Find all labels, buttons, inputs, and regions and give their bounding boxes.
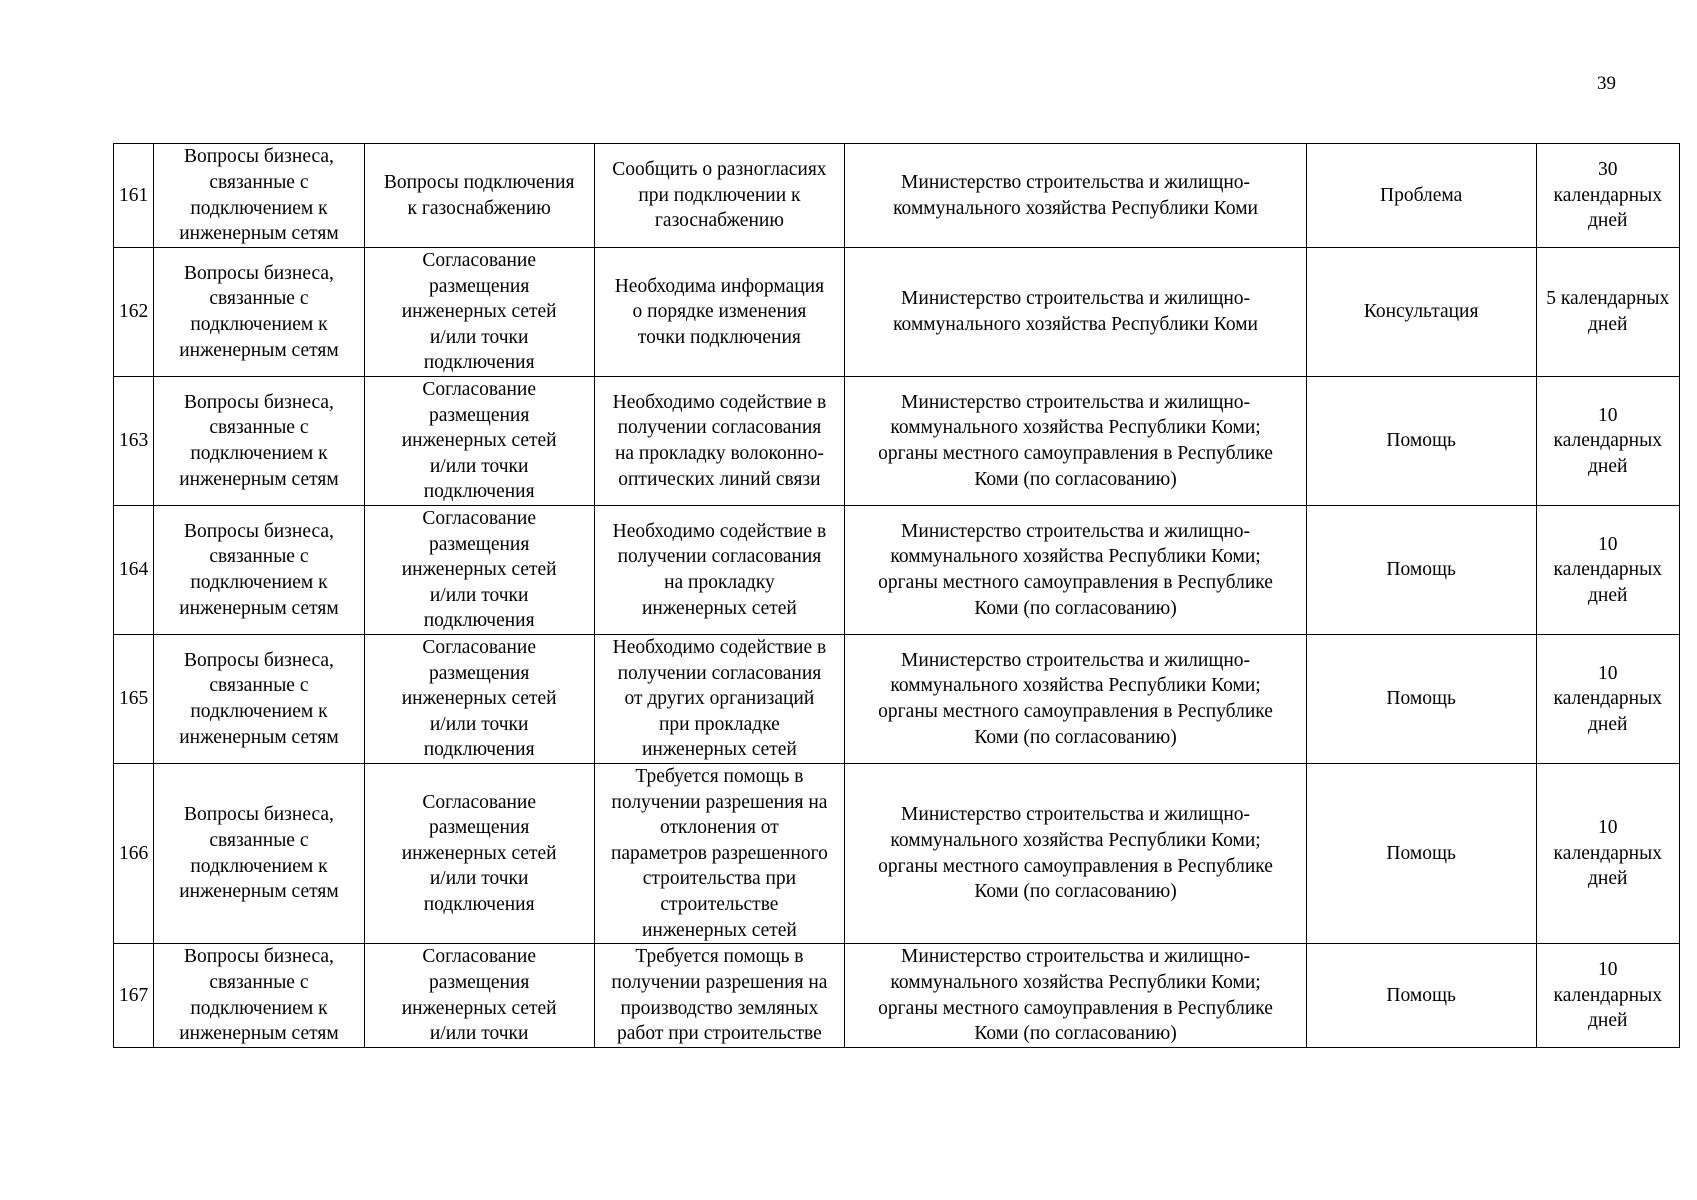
question-cell: Необходима информация о порядке изменения точки подключения xyxy=(594,248,845,377)
organization-cell: Министерство строительства и жилищно- коммунального хозяйства Республики Коми; органы местного самоуправления в Республике Коми (по согласованию) xyxy=(845,635,1306,764)
category-cell: Вопросы бизнеса, связанные с подключением к инженерным сетям xyxy=(154,764,365,944)
subcategory-cell: Согласование размещения инженерных сетей и/или точки подключения xyxy=(364,764,594,944)
term-cell: 30 календарных дней xyxy=(1536,144,1680,248)
table-row xyxy=(114,764,1680,944)
table-row xyxy=(114,144,1680,248)
row-number: 167 xyxy=(114,944,154,1048)
table-row xyxy=(114,635,1680,764)
category-cell: Вопросы бизнеса, связанные с подключением к инженерным сетям xyxy=(154,248,365,377)
registry-table xyxy=(113,143,1680,1048)
category-cell: Вопросы бизнеса, связанные с подключением к инженерным сетям xyxy=(154,506,365,635)
table-row xyxy=(114,506,1680,635)
table-row xyxy=(114,377,1680,506)
organization-cell: Министерство строительства и жилищно- коммунального хозяйства Республики Коми xyxy=(845,144,1306,248)
category-cell: Вопросы бизнеса, связанные с подключением к инженерным сетям xyxy=(154,944,365,1048)
row-number: 162 xyxy=(114,248,154,377)
question-cell: Сообщить о разногласиях при подключении к газоснабжению xyxy=(594,144,845,248)
subcategory-cell: Согласование размещения инженерных сетей и/или точки подключения xyxy=(364,248,594,377)
subcategory-cell: Согласование размещения инженерных сетей и/или точки xyxy=(364,944,594,1048)
organization-cell: Министерство строительства и жилищно- коммунального хозяйства Республики Коми; органы местного самоуправления в Республике Коми (по согласованию) xyxy=(845,764,1306,944)
table-row xyxy=(114,944,1680,1048)
subcategory-cell: Вопросы подключения к газоснабжению xyxy=(364,144,594,248)
table-row xyxy=(114,248,1680,377)
request-type-cell: Помощь xyxy=(1306,944,1536,1048)
category-cell: Вопросы бизнеса, связанные с подключением к инженерным сетям xyxy=(154,635,365,764)
organization-cell: Министерство строительства и жилищно- коммунального хозяйства Республики Коми; органы местного самоуправления в Республике Коми (по согласованию) xyxy=(845,377,1306,506)
subcategory-cell: Согласование размещения инженерных сетей и/или точки подключения xyxy=(364,506,594,635)
row-number: 165 xyxy=(114,635,154,764)
organization-cell: Министерство строительства и жилищно- коммунального хозяйства Республики Коми xyxy=(845,248,1306,377)
request-type-cell: Помощь xyxy=(1306,377,1536,506)
organization-cell: Министерство строительства и жилищно- коммунального хозяйства Республики Коми; органы местного самоуправления в Республике Коми (по согласованию) xyxy=(845,506,1306,635)
question-cell: Необходимо содействие в получении согласования от других организаций при прокладке инженерных сетей xyxy=(594,635,845,764)
page-number: 39 xyxy=(1597,73,1616,94)
row-number: 166 xyxy=(114,764,154,944)
request-type-cell: Помощь xyxy=(1306,764,1536,944)
category-cell: Вопросы бизнеса, связанные с подключением к инженерным сетям xyxy=(154,144,365,248)
subcategory-cell: Согласование размещения инженерных сетей и/или точки подключения xyxy=(364,377,594,506)
term-cell: 10 календарных дней xyxy=(1536,944,1680,1048)
row-number: 164 xyxy=(114,506,154,635)
request-type-cell: Помощь xyxy=(1306,506,1536,635)
request-type-cell: Проблема xyxy=(1306,144,1536,248)
question-cell: Требуется помощь в получении разрешения на производство земляных работ при строительстве xyxy=(594,944,845,1048)
request-type-cell: Помощь xyxy=(1306,635,1536,764)
question-cell: Требуется помощь в получении разрешения на отклонения от параметров разрешенного строительства при строительстве инженерных сетей xyxy=(594,764,845,944)
term-cell: 10 календарных дней xyxy=(1536,764,1680,944)
organization-cell: Министерство строительства и жилищно- коммунального хозяйства Республики Коми; органы местного самоуправления в Республике Коми (по согласованию) xyxy=(845,944,1306,1048)
term-cell: 10 календарных дней xyxy=(1536,377,1680,506)
question-cell: Необходимо содействие в получении согласования на прокладку инженерных сетей xyxy=(594,506,845,635)
category-cell: Вопросы бизнеса, связанные с подключением к инженерным сетям xyxy=(154,377,365,506)
term-cell: 10 календарных дней xyxy=(1536,506,1680,635)
subcategory-cell: Согласование размещения инженерных сетей и/или точки подключения xyxy=(364,635,594,764)
question-cell: Необходимо содействие в получении согласования на прокладку волоконно- оптических линий связи xyxy=(594,377,845,506)
term-cell: 10 календарных дней xyxy=(1536,635,1680,764)
row-number: 161 xyxy=(114,144,154,248)
row-number: 163 xyxy=(114,377,154,506)
request-type-cell: Консультация xyxy=(1306,248,1536,377)
term-cell: 5 календарных дней xyxy=(1536,248,1680,377)
